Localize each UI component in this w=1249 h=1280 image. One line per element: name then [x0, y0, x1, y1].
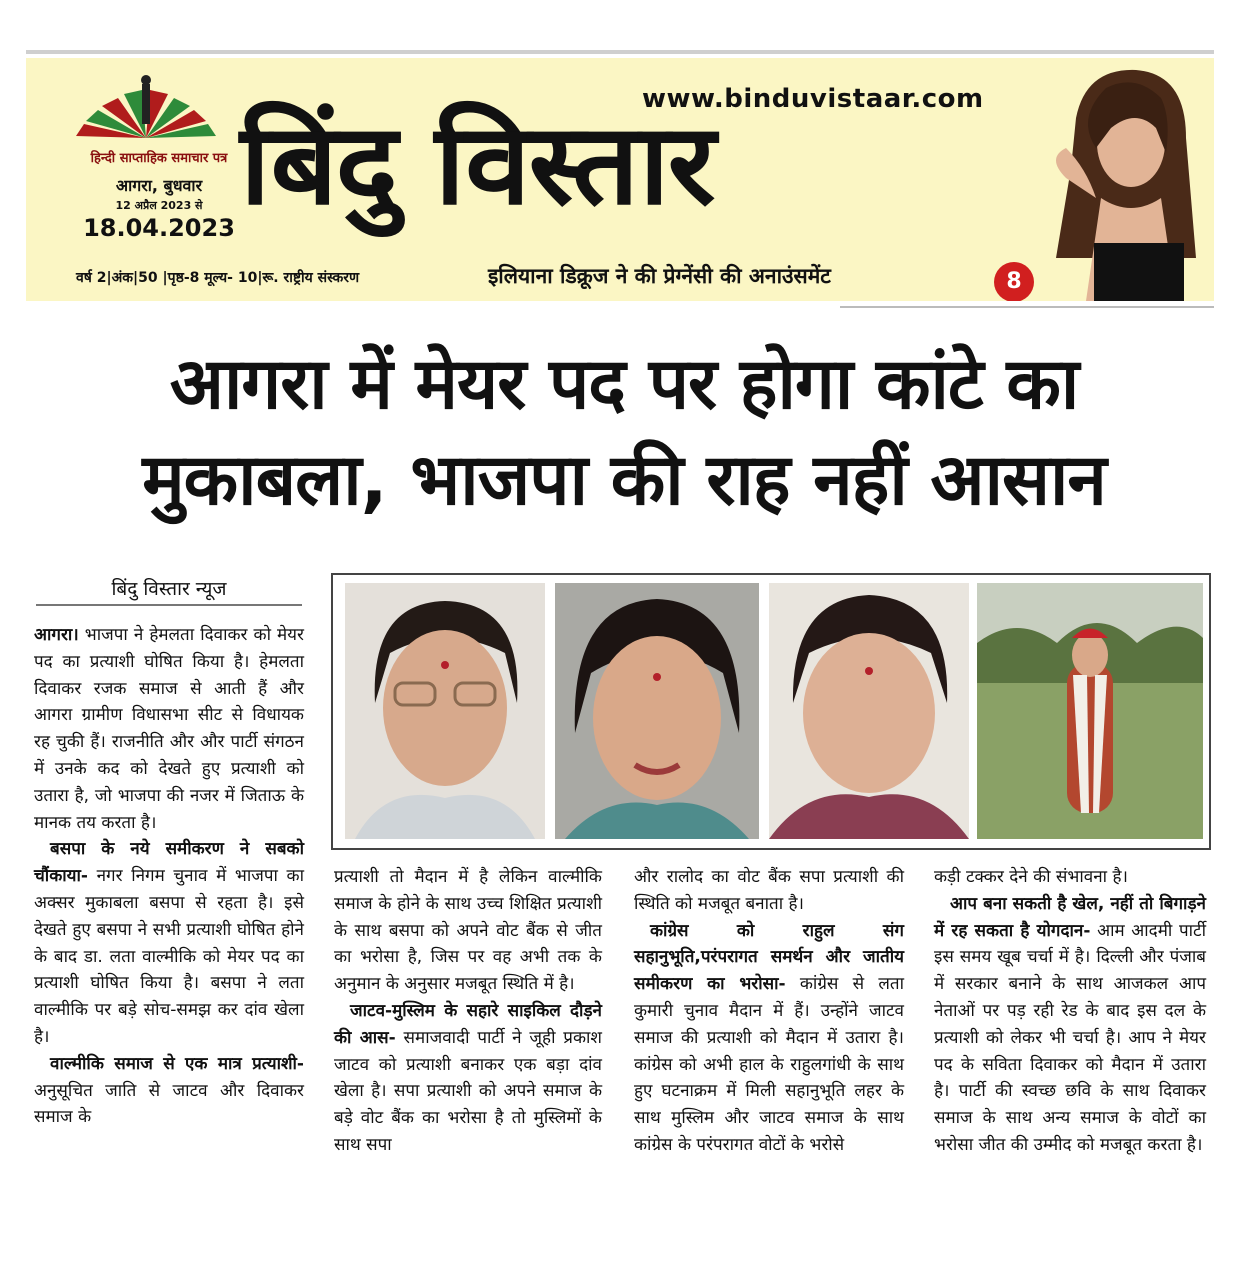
byline: बिंदु विस्तार न्यूज: [111, 578, 227, 600]
subheading: वाल्मीकि समाज से एक मात्र प्रत्याशी-: [50, 1053, 304, 1074]
candidate-photos: [331, 573, 1211, 850]
newspaper-logo: [66, 66, 226, 146]
since-date: 12 अप्रैल 2023 से: [115, 199, 203, 212]
article-column-3: [634, 864, 904, 1159]
teaser-headline[interactable]: इलियाना डिक्रूज ने की प्रेग्नेंसी की अनाउंसमेंट: [488, 264, 831, 288]
candidate-photo-3: [769, 583, 969, 839]
headline-line-2: मुकाबला, भाजपा की राह नहीं आसान: [142, 438, 1106, 521]
paragraph: प्रत्याशी तो मैदान में है लेकिन वाल्मीकि समाज के होने के साथ उच्च शिक्षित प्रत्याशी के साथ बसपा को अपने वोट बैंक से जीत का भरोसा है, जिस पर वह अभी तक के अनुमान के अनुसार मजबूत स्थिति में है।: [334, 867, 602, 995]
subheading: आप बना सकती है खेल, नहीं तो बिगाड़ने में रह सकता है योगदान-: [934, 893, 1206, 941]
byline-divider: [36, 604, 302, 606]
dateline: आगरा।: [34, 625, 79, 645]
candidate-photo-4: [977, 583, 1203, 839]
divider: [840, 306, 1214, 308]
issue-meta: वर्ष 2|अंक|50 |पृष्ठ-8 मूल्य- 10|रू. राष्ट्रीय संस्करण: [76, 270, 360, 286]
paragraph: और रालोद का वोट बैंक सपा प्रत्याशी की स्थिति को मजबूत बनाता है।: [634, 867, 904, 914]
subheading: जाटव-मुस्लिम के सहारे साइकिल दौड़ने की आस-: [334, 1000, 602, 1048]
paragraph: भाजपा ने हेमलता दिवाकर को मेयर पद का प्रत्याशी घोषित किया है। हेमलता दिवाकर रजक समाज से आती हैं और आगरा ग्रामीण विधासभा सीट से विधायक रह चुकी हैं। राजनीति और और पार्टी संगठन में उनके कद को देखते हुए प्रत्याशी को उतारा है, जो भाजपा की नजर में जिताऊ के मानक तय करता है।: [34, 625, 304, 833]
masthead: [26, 58, 1214, 301]
paragraph: अनुसूचित जाति से जाटव और दिवाकर समाज के: [34, 1080, 304, 1128]
paragraph: समाजवादी पार्टी ने जूही प्रकाश जाटव को प्रत्याशी बनाकर एक बड़ा दांव खेला है। सपा प्रत्याशी को अपने समाज के बड़े वोट बैंक का भरोसा है तो मुस्लिमों के साथ सपा: [334, 1027, 602, 1155]
logo-rays-icon: [76, 75, 216, 138]
page-number-badge: 8: [994, 262, 1034, 301]
paragraph: आम आदमी पार्टी इस समय खूब चर्चा में है। दिल्ली और पंजाब में सरकार बनाने के साथ आजकल आप नेताओं पर पड़ रही रेड के बाद इस दल के प्रत्याशी को लेकर भी चर्चा है। आप ने मेयर पद के सविता दिवाकर को मैदान में उतारा है। पार्टी की स्वच्छ छवि के साथ दिवाकर समाज के साथ अन्य समाज के वोटों का भरोसा जीत की उम्मीद को मजबूत करता है।: [934, 920, 1206, 1155]
place-day: आगरा, बुधवार: [115, 176, 203, 195]
tagline: हिन्दी साप्ताहिक समाचार पत्र: [90, 151, 228, 166]
paper-title: बिंदु विस्तार: [240, 100, 714, 230]
article-column-1: [34, 622, 304, 1131]
subheading: कांग्रेस को राहुल संग सहानुभूति,परंपरागत समर्थन और जातीय समीकरण का भरोसा-: [634, 920, 904, 995]
website-link[interactable]: www.binduvistaar.com: [642, 84, 984, 114]
paragraph: कड़ी टक्कर देने की संभावना है।: [934, 867, 1128, 887]
top-border: [26, 50, 1214, 54]
paragraph: नगर निगम चुनाव में भाजपा का अक्सर मुकाबला बसपा से रहता है। इसे देखते हुए बसपा ने सभी प्रत्याशी घोषित होने के बाद डा. लता वाल्मीकि को मेयर पद का प्रत्याशी घोषित किया है। बसपा ने लता वाल्मीकि पर बड़े सोच-समझ कर दांव खेला है।: [34, 866, 304, 1047]
main-headline: [34, 336, 1214, 528]
paragraph: कांग्रेस से लता कुमारी चुनाव मैदान में हैं। उन्होंने जाटव समाज की प्रत्याशी को मैदान में उतारा है। कांग्रेस को अभी हाल के राहुलगांधी के साथ हुए घटनाक्रम में मिली सहानुभूति लहर के साथ मुस्लिम और जाटव समाज के साथ कांग्रेस के परंपरागत वोटों के भरोसे: [634, 974, 904, 1155]
issue-date: 18.04.2023: [83, 214, 235, 242]
article-column-4: [934, 864, 1206, 1159]
article-column-2: [334, 864, 602, 1159]
celebrity-photo: [1036, 58, 1214, 301]
headline-line-1: आगरा में मेयर पद पर होगा कांटे का: [169, 342, 1079, 425]
candidate-photo-1: [345, 583, 545, 839]
candidate-photo-2: [555, 583, 759, 839]
subheading: बसपा के नये समीकरण ने सबको चौंकाया-: [34, 839, 304, 887]
